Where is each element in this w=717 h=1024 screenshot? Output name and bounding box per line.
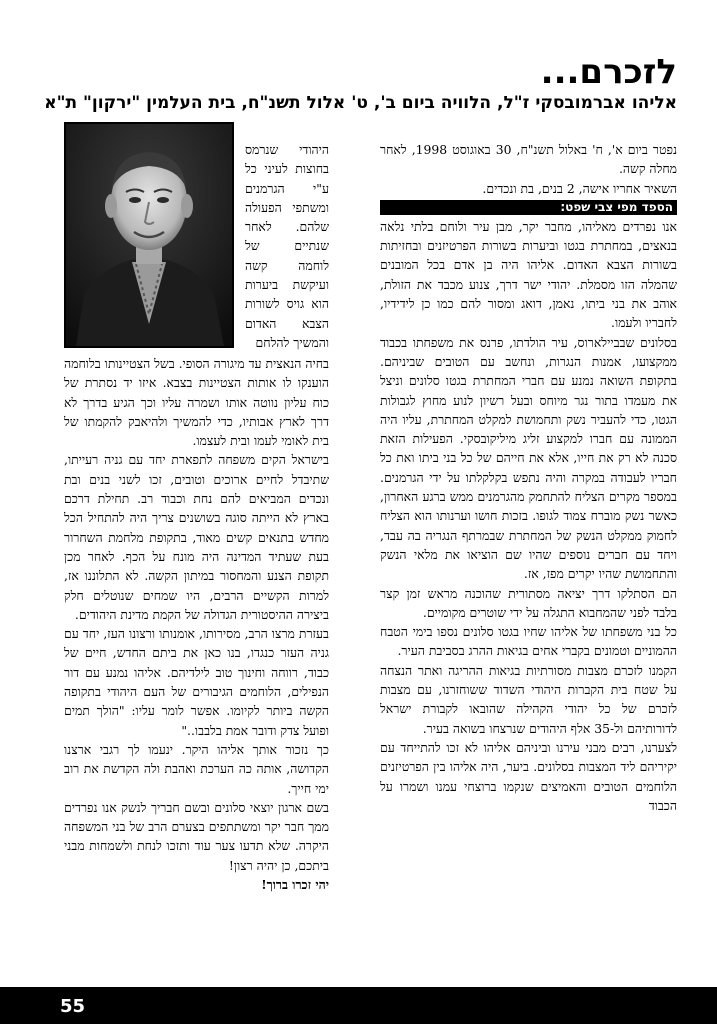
page-number: 55	[60, 996, 86, 1017]
page-title: לזכרם...	[540, 52, 677, 92]
paragraph: בעזרת מרצו הרב, מסירותו, אומנותו ורצונו העז, יחד עם גניה העזר כנגדו, בנו כאן את ביתם החדש, חיים של כבוד, רווחה וחינוך טוב לילדיהם. אליהו נמנע עם דור הנפילים, הלוחמים הגיבורים של העם היהודי בתקופה הקשה ביותר לקיומו. אפשר לומר עליו: "הולך תמים ופועל צדק ודובר אמת בלבבו.."	[64, 626, 329, 738]
paragraph: בחיה הנאצית עד מיגורה הסופי. בשל הצטיינותו בלוחמה הוענקו לו אותות הצטיינות בצבא. איזו יד נסתרת של כוח עליון נווטה אותו ושמרה עליו וכך הגיע בדרך לא דרך לארץ אבותיו, כדי להמשיך ולהיאבק להקמתו של בית לאומי לעמו ובית לעצמו.	[64, 356, 329, 449]
paragraph: נפטר ביום א', ח' באלול תשנ"ח, 30 באוגוסט 1998, לאחר מחלה קשה.	[380, 142, 677, 177]
portrait-photo	[64, 122, 234, 348]
paragraph: כל בני משפחתו של אליהו שחיו בגטו סלונים נספו בימי הטבח ההמוניים וטמונים בקברי אחים בגיאות ההרג בסביבת העיר.	[380, 624, 677, 659]
paragraph: הם הסתלקו דרך יציאה מסתורית שהוכנה מראש זמן קצר בלבד לפני שהמחבוא התגלה על ידי שוטרים מקומיים.	[380, 585, 677, 620]
eulogy-heading: הספד מפי צבי שפט:	[380, 200, 677, 215]
paragraph: הקמנו לזכרם מצבות מסורתיות בגיאות ההריגה ואתר הנצחה על שטח בית הקברות היהודי השדוד ששוחזרנו, עם מצבות לזכרם של כל יהודי הקהילה שהובאו לקבורת ישראל לדורותיהם ול-35 אלף היהודים שנרצחו בשואה בעיר.	[380, 662, 677, 736]
paragraph: השאיר אחריו אישה, 2 בנים, בת ונכדים.	[482, 180, 677, 196]
left-column	[64, 354, 329, 960]
footer-bar	[0, 987, 717, 1024]
portrait-illustration	[66, 124, 232, 346]
paragraph: אנו נפרדים מאליהו, מחבר יקר, מבן עיר ולוחם בלתי נלאה בנאצים, במחתרת בגטו וביערות בשורות הפרטיזנים ובחזיתות בשורות הצבא האדום. אליהו היה בן אדם בכל המובנים שהמלה הזו מסמלת. יהודי ישר דרך, צנוע מכבד את הזולת, אוהב את בני ביתו, נאמן, דואג ומסור להם כמו כן לידידיו, לחבריו ולעמו.	[380, 218, 677, 331]
closing-line: יהי זכרו ברוך!	[261, 877, 329, 893]
paragraph: כך נזכור אותך אליהו היקר. ינעמו לך רגבי ארצנו הקדושה, אותה כה הערכת ואהבת ולה הקדשת את רוב ימי חייך.	[64, 741, 329, 796]
paragraph: היהודי שנרמס בחוצות לעיני כל ע"י הגרמנים ומשתפי הפעולה שלהם. לאחר שנתיים של לוחמה קשה ועיקשת ביערות הוא גויס לשורות הצבא האדום והמשיך להלחם	[245, 142, 329, 350]
paragraph: בסלונים שבביילארוס, עיר הולדתו, פרנס את משפחתו בכבוד ממקצועו, אמנות הנגרות, ונחשב עם הטובים שביניהם. בתקופת השואה נמנע עם חברי המחתרת בגטו סלונים וניצל את מעמדו בתור נגר מיוחס ובעל רשיון לנוע מחוץ לגבולות הגטו, כדי להעביר נשק ותחמושת למקלט המחתרת, עליו היה הממונה עם חברו למקצוע זליג מיליקובסקי. הפעילות הזאת סכנה לא רק את חייו, אלא את חייהם של כל בני ביתו ואת כל חבריו לעבודה במקרה והיה נתפש בקלקלתו על ידי הגרמנים. במספר מקרים הצליח להתחמק מהגרמנים ממש ברגע האחרון, כאשר נשק מוברח צמוד לגופו. בזכות חושו וערנותו הוא הצליח לחמוק ממקלט הנשק של המחתרת שבמרתף הנגריה בה עבד, ויחד עם חברים נוספים שהיו שם הוציאו את מלאי הנשק והתחמושת שהיו יקרים מפז, אז.	[380, 334, 677, 582]
left-column-top-text	[245, 140, 329, 360]
right-column	[380, 140, 677, 960]
paragraph: לצערנו, רבים מבני עירנו וביניהם אליהו לא זכו להתייחד עם יקיריהם ליד המצבות בסלונים. ביער, היה אליהו בין הפרטיזנים הלוחמים הטובים והאמיצים שנקמו ברוצחי עמנו ושמרו על הכבוד	[380, 739, 677, 813]
paragraph: בישראל הקים משפחה לתפארת יחד עם גניה רעייתו, שתיבדל לחיים ארוכים וטובים, זכו לשני בנים ובת ונכדים המביאים להם נחת וכבוד רב. תחילת דרכם בארץ לא הייתה סוגה בשושנים צריך היה להתחיל הכל מחדש בתנאים קשים מאוד, בתקופת מלחמת השחרור בעת שעתיד המדינה היה מונח על הכף. לאחר מכן תקופת הצנע והמחסור במיתון הקשה. לא התלוננו אז, למרות הקשיים הרבים, היו שמחים שנוטלים חלק ביצירה ההיסטורית הגדולה של הקמת מדינת היהודים.	[64, 452, 329, 622]
paragraph: בשם ארגון יוצאי סלונים ובשם חבריך לנשק אנו נפרדים ממך חבר יקר ומשתתפים בצערם הרב של בני המשפחה היקרה. שלא תדעו צער עוד ותזכו לנחת ולשמחות מבני ביתכם, כן יהיה רצון!	[64, 799, 329, 873]
page-subtitle: אליהו אברמובסקי ז"ל, הלוויה ביום ב', ט' אלול תשנ"ח, בית העלמין "ירקון" ת"א	[44, 93, 677, 113]
